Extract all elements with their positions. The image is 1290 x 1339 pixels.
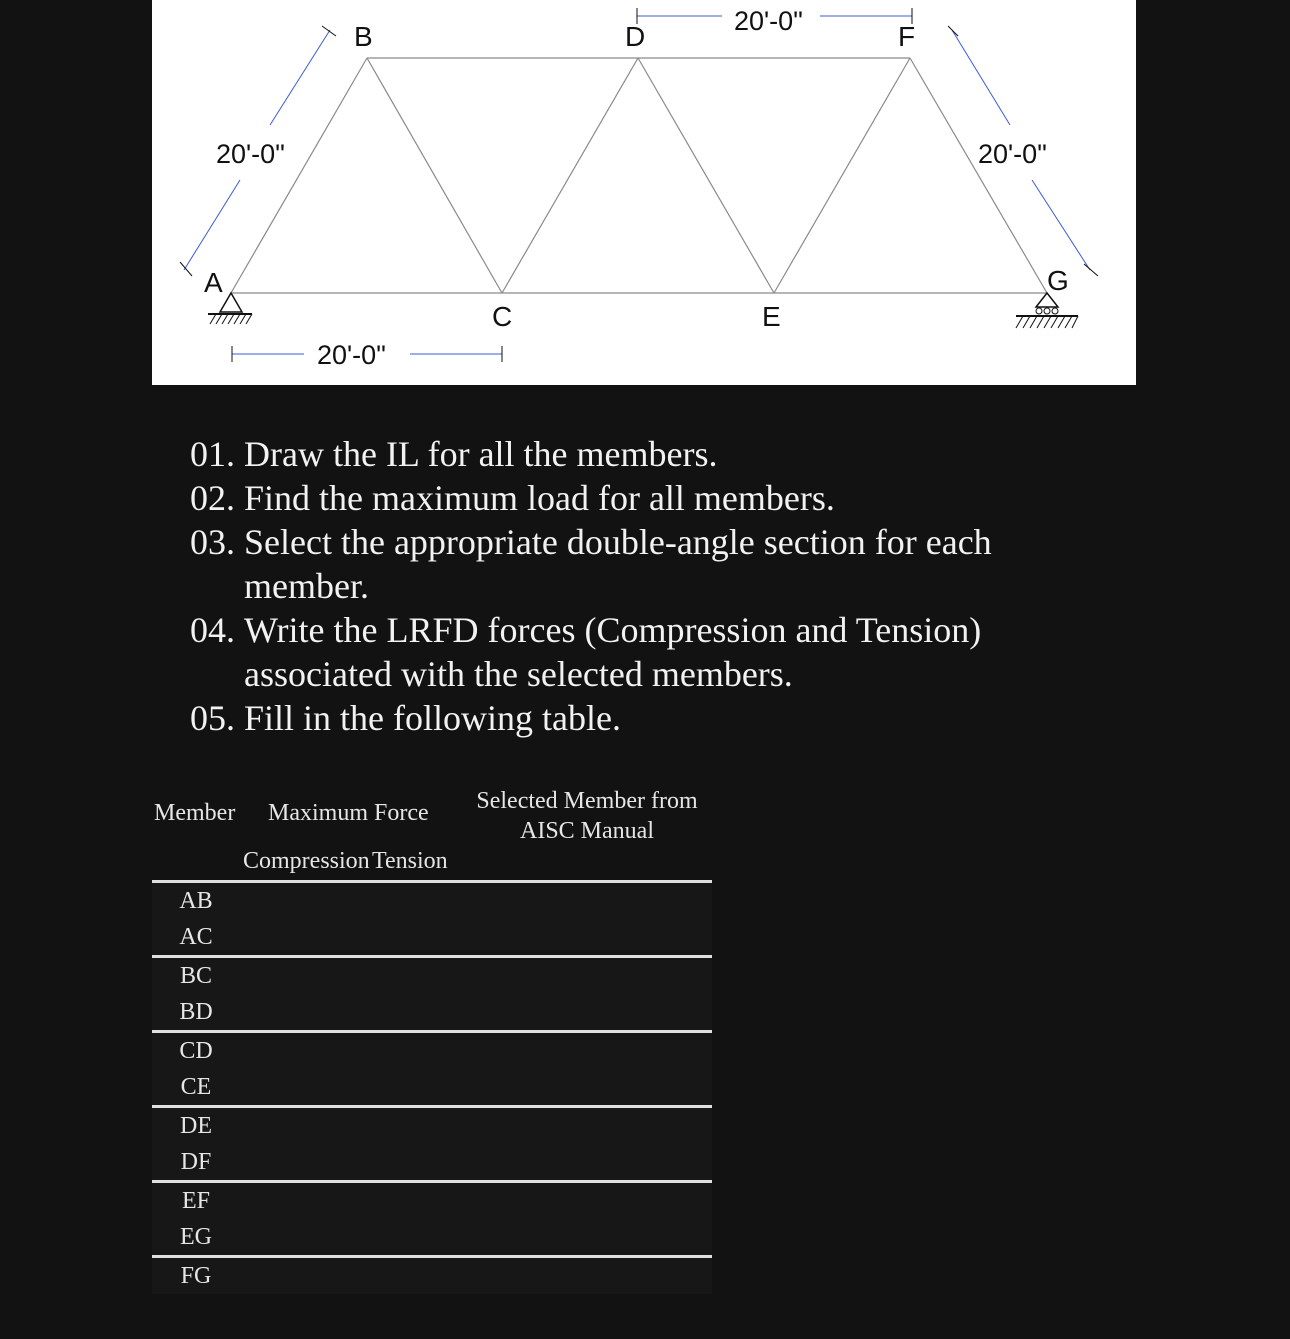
dim-label-bottom: 20'-0": [317, 340, 386, 370]
member-cell: BC: [179, 963, 212, 989]
member-cell: EF: [181, 1188, 210, 1214]
dim-line-left-lower: [184, 180, 240, 270]
member-cell: AB: [179, 888, 213, 914]
header-selected-line2: AISC Manual: [520, 818, 654, 844]
member-AB: [231, 58, 367, 293]
dim-line-right-lower: [1032, 180, 1090, 270]
node-label-B: B: [354, 21, 373, 52]
table-row: [152, 1069, 712, 1105]
header-tension: Tension: [372, 848, 448, 874]
truss-diagram: [152, 0, 1136, 385]
table-row: [152, 1219, 712, 1255]
member-FG: [910, 58, 1047, 293]
member-cell: CD: [179, 1038, 213, 1064]
member-cell: EG: [180, 1224, 212, 1250]
table-row: [152, 1258, 712, 1294]
table-row: [152, 919, 712, 955]
table-row: [152, 1108, 712, 1144]
truss-figure: [152, 0, 1136, 385]
member-cell: FG: [180, 1263, 212, 1289]
table-row: [152, 958, 712, 994]
node-label-D: D: [625, 21, 646, 52]
header-max-force: Maximum Force: [268, 800, 429, 826]
node-label-G: G: [1047, 265, 1069, 296]
member-CD: [502, 58, 638, 293]
dim-line-left-upper: [270, 30, 330, 125]
instruction-number: 04.: [190, 610, 244, 650]
instructions-list: [190, 432, 1070, 740]
member-cell: AC: [179, 924, 213, 950]
instruction-item: [190, 608, 1070, 696]
member-cell: DE: [180, 1113, 212, 1139]
member-cell: BD: [179, 999, 213, 1025]
member-cell: DF: [180, 1149, 212, 1175]
table-body: [152, 880, 712, 1294]
instruction-text: Fill in the following table.: [244, 698, 621, 738]
instruction-item: [190, 696, 1070, 740]
node-label-C: C: [492, 301, 513, 332]
node-label-E: E: [762, 301, 781, 332]
instruction-item: [190, 520, 1070, 608]
table-row: [152, 994, 712, 1030]
header-selected-line1: Selected Member from: [476, 788, 698, 814]
instruction-text: Select the appropriate double-angle section for each member.: [244, 522, 992, 606]
instruction-number: 01.: [190, 434, 244, 474]
instruction-number: 03.: [190, 522, 244, 562]
dim-label-top: 20'-0": [734, 6, 803, 36]
dim-label-left: 20'-0": [216, 139, 285, 169]
instruction-number: 05.: [190, 698, 244, 738]
roller-support-icon: [1016, 293, 1078, 328]
header-member: Member: [154, 800, 236, 826]
dim-label-right: 20'-0": [978, 139, 1047, 169]
member-DE: [638, 58, 774, 293]
member-cell: CE: [180, 1074, 212, 1100]
instruction-item: [190, 432, 1070, 476]
instruction-number: 02.: [190, 478, 244, 518]
dim-line-right-upper: [952, 30, 1010, 125]
table-row: [152, 883, 712, 919]
table-row: [152, 1033, 712, 1069]
header-selected-member: [468, 786, 706, 846]
table-row: [152, 1183, 712, 1219]
instruction-text: Write the LRFD forces (Compression and Tension) associated with the selected members.: [244, 610, 982, 694]
instruction-text: Draw the IL for all the members.: [244, 434, 718, 474]
node-label-F: F: [898, 21, 916, 52]
member-EF: [774, 58, 910, 293]
instruction-text: Find the maximum load for all members.: [244, 478, 835, 518]
member-BC: [367, 58, 502, 293]
header-compression: Compression: [243, 848, 370, 874]
instruction-item: [190, 476, 1070, 520]
table-row: [152, 1144, 712, 1180]
node-label-A: A: [204, 267, 223, 298]
